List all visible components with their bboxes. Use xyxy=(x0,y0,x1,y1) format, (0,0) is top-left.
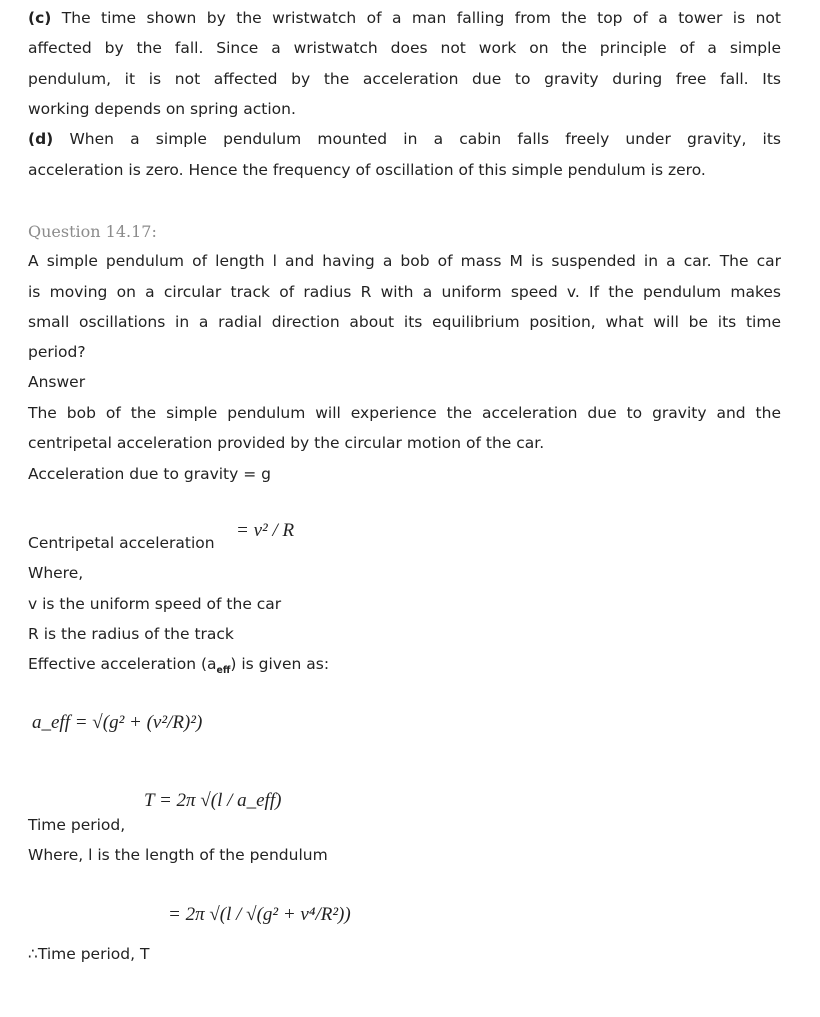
part-d-line-1 xyxy=(28,130,781,148)
aeff-intro-a: Effective acceleration (a xyxy=(28,655,217,673)
question-line-1: A simple pendulum of length l and having a bob of mass M is suspended in a car. The car xyxy=(28,252,781,270)
final-period-equation: = 2π √(l / √(g² + v⁴/R²)) xyxy=(168,904,351,925)
part-d-line-2: acceleration is zero. Hence the frequency of oscillation of this simple pendulum is zero. xyxy=(28,161,706,179)
question-line-2: is moving on a circular track of radius R with a uniform speed v. If the pendulum makes xyxy=(28,283,781,301)
question-line-4: period? xyxy=(28,343,86,361)
period-equation: T = 2π √(l / a_eff) xyxy=(144,790,282,811)
aeff-equation: a_eff = √(g² + (v²/R)²) xyxy=(32,712,203,733)
aeff-intro-rest: ) is given as: xyxy=(230,655,330,673)
answer-label: Answer xyxy=(28,373,86,391)
answer-time-period-label: Time period, xyxy=(28,816,126,834)
answer-centripetal-label: Centripetal acceleration xyxy=(28,534,215,552)
part-c-line-2: affected by the fall. Since a wristwatch does not work on the principle of a simple xyxy=(28,39,781,57)
part-d-text-1: When a simple pendulum mounted in a cabin falls freely under gravity, its xyxy=(69,130,781,148)
answer-line-2: centripetal acceleration provided by the circular motion of the car. xyxy=(28,434,545,452)
part-c-label: (c) xyxy=(28,9,52,27)
question-heading: Question 14.17: xyxy=(28,222,157,241)
answer-gravity: Acceleration due to gravity = g xyxy=(28,465,271,483)
answer-line-1: The bob of the simple pendulum will experience the acceleration due to gravity and the xyxy=(28,404,781,422)
part-d-label: (d) xyxy=(28,130,54,148)
answer-aeff-intro xyxy=(28,655,329,676)
answer-r-def: R is the radius of the track xyxy=(28,625,234,643)
answer-l-def: Where, l is the length of the pendulum xyxy=(28,846,328,864)
answer-where: Where, xyxy=(28,564,84,582)
answer-v-def: v is the uniform speed of the car xyxy=(28,595,282,613)
answer-therefore-time-period: ∴Time period, T xyxy=(28,945,150,963)
centripetal-equation: = v² / R xyxy=(236,520,295,541)
question-line-3: small oscillations in a radial direction about its equilibrium position, what will be its time xyxy=(28,313,781,331)
part-c-line-3: pendulum, it is not affected by the acceleration due to gravity during free fall. Its xyxy=(28,70,781,88)
part-c-line-4: working depends on spring action. xyxy=(28,100,296,118)
aeff-intro-sub: eff xyxy=(216,665,231,677)
part-c-line-1 xyxy=(28,9,781,27)
part-c-text-1: The time shown by the wristwatch of a man falling from the top of a tower is not xyxy=(61,9,781,27)
